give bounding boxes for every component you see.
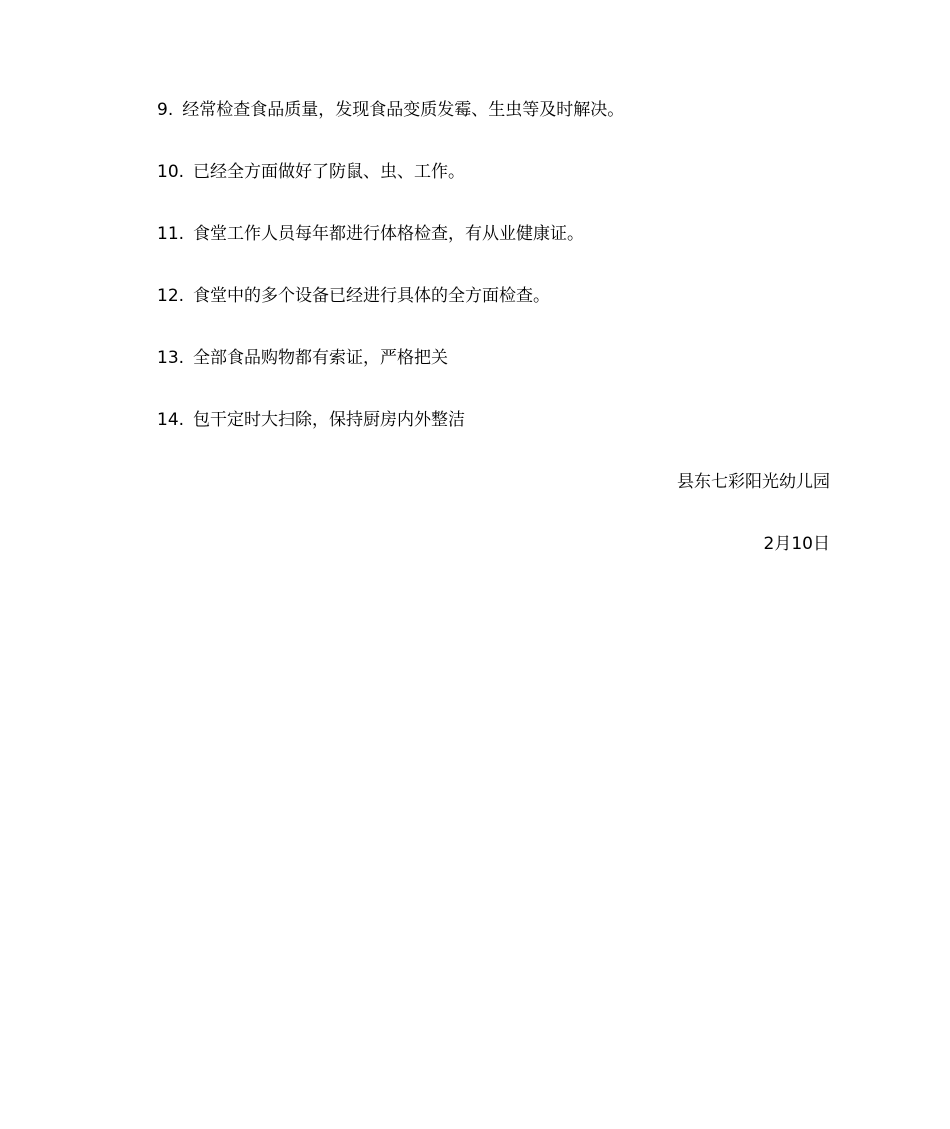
item-text: 已经全方面做好了防鼠、虫、工作。 (193, 162, 466, 182)
signature-organization: 县东七彩阳光幼儿园 (677, 472, 830, 492)
list-item (157, 96, 837, 158)
checklist (157, 96, 837, 468)
list-item (157, 282, 837, 344)
item-number: 10. (157, 162, 185, 182)
list-item (157, 158, 837, 220)
item-number: 9. (157, 100, 174, 120)
item-text: 经常检查食品质量，发现食品变质发霉、生虫等及时解决。 (182, 100, 625, 120)
list-item (157, 344, 837, 406)
item-text: 食堂工作人员每年都进行体格检查，有从业健康证。 (193, 224, 585, 244)
list-item (157, 406, 837, 468)
signature-date: 2月10日 (763, 534, 830, 554)
list-item (157, 220, 837, 282)
item-number: 13. (157, 348, 185, 368)
item-text: 食堂中的多个设备已经进行具体的全方面检查。 (193, 286, 551, 306)
item-number: 14. (157, 410, 185, 430)
item-number: 11. (157, 224, 185, 244)
item-number: 12. (157, 286, 185, 306)
item-text: 包干定时大扫除，保持厨房内外整洁 (193, 410, 466, 430)
item-text: 全部食品购物都有索证，严格把关 (193, 348, 449, 368)
